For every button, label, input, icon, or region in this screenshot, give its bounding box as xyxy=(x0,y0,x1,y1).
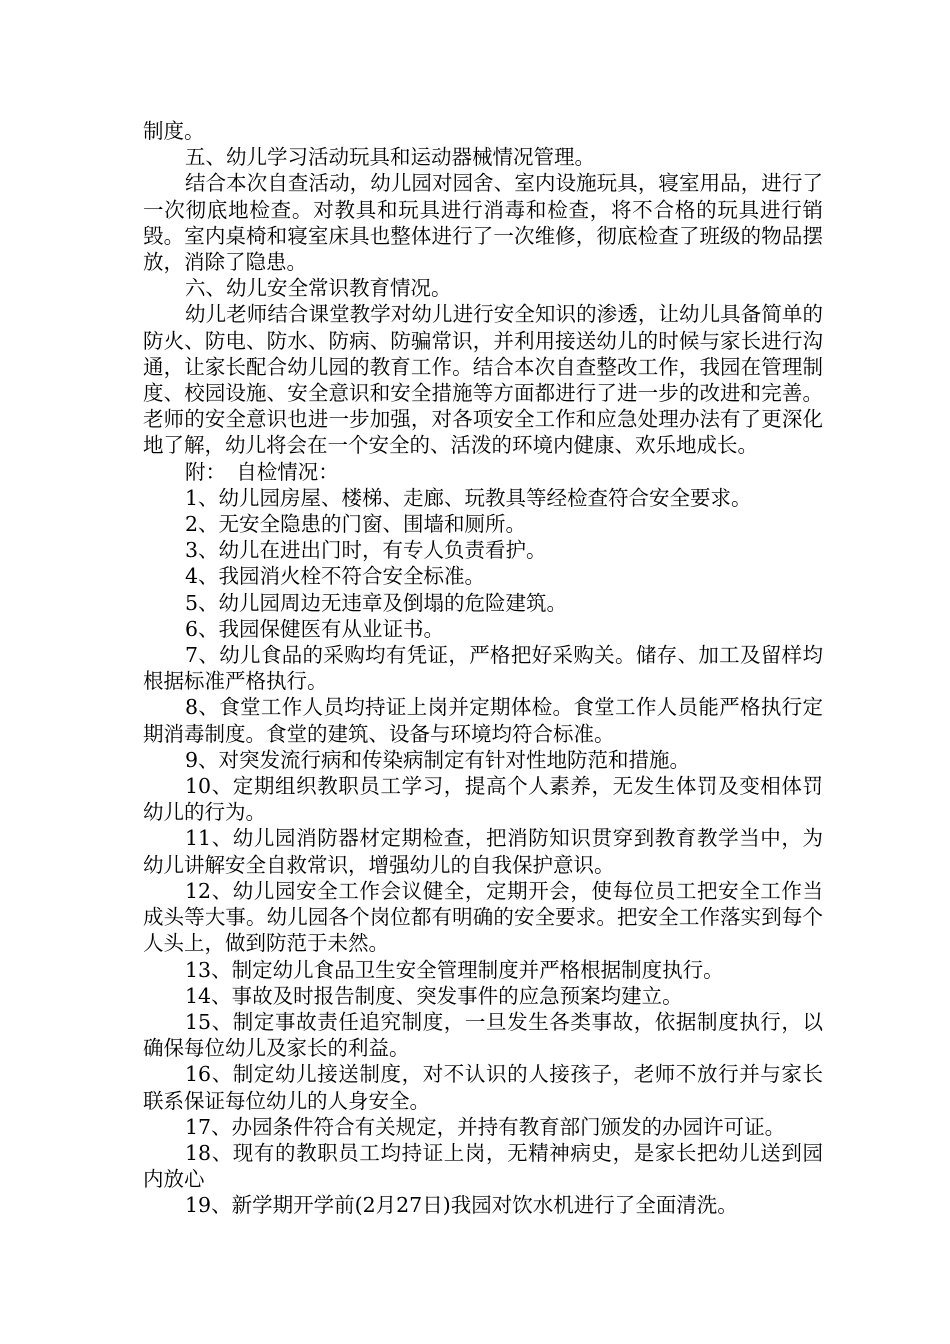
list-item: 17、办园条件符合有关规定，并持有教育部门颁发的办园许可证。 xyxy=(185,1114,786,1139)
list-item: 1、幼儿园房屋、楼梯、走廊、玩教具等经检查符合安全要求。 xyxy=(185,485,752,510)
list-item: 18、现有的教职员工均持证上岗，无精神病史，是家长把幼儿送到园内放心 xyxy=(143,1140,823,1192)
list-item: 6、我园保健医有从业证书。 xyxy=(185,616,445,641)
list-item: 11、幼儿园消防器材定期检查，把消防知识贯穿到教育教学当中，为幼儿讲解安全自救常识，增强幼儿的自我保护意识。 xyxy=(143,826,823,877)
paragraph: 幼儿老师结合课堂教学对幼儿进行安全知识的渗透，让幼儿具备简单的防火、防电、防水、防病、防骗常识，并利用接送幼儿的时候与家长进行沟通，让家长配合幼儿园的教育工作。结合本次自查整改工作，我园在管理制度、校园设施、安全意识和安全措施等方面都进行了进一步的改进和完善。老师的安全意识也进一步加强，对各项安全工作和应急处理办法有了更深化地了解，幼儿将会在一个安全的、活泼的环境内健康、欢乐地成长。 xyxy=(143,302,823,458)
paragraph: 结合本次自查活动，幼儿园对园舍、室内设施玩具，寝室用品，进行了一次彻底地检查。对教具和玩具进行消毒和检查，将不合格的玩具进行销毁。室内桌椅和寝室床具也整体进行了一次维修，彻底检查了班级的物品摆放，消除了隐患。 xyxy=(143,171,823,275)
list-item: 4、我园消火栓不符合安全标准。 xyxy=(185,564,486,589)
list-item: 9、对突发流行病和传染病制定有针对性地防范和措施。 xyxy=(185,747,691,772)
section-heading-6: 六、幼儿安全常识教育情况。 xyxy=(185,276,452,301)
list-item: 16、制定幼儿接送制度，对不认识的人接孩子，老师不放行并与家长联系保证每位幼儿的人身安全。 xyxy=(143,1062,823,1113)
list-item: 5、幼儿园周边无违章及倒塌的危险建筑。 xyxy=(185,590,568,615)
section-heading-5: 五、幼儿学习活动玩具和运动器械情况管理。 xyxy=(185,145,596,170)
list-item: 19、新学期开学前(2月27日)我园对饮水机进行了全面清洗。 xyxy=(185,1193,738,1218)
list-item: 2、无安全隐患的门窗、围墙和厕所。 xyxy=(185,512,527,537)
list-item: 10、定期组织教职员工学习，提高个人素养，无发生体罚及变相体罚幼儿的行为。 xyxy=(143,774,823,825)
list-item: 14、事故及时报告制度、突发事件的应急预案均建立。 xyxy=(185,983,683,1008)
list-item: 7、幼儿食品的采购均有凭证，严格把好采购关。储存、加工及留样均根据标准严格执行。 xyxy=(143,643,823,694)
list-item: 13、制定幼儿食品卫生安全管理制度并严格根据制度执行。 xyxy=(185,957,724,982)
list-item: 12、幼儿园安全工作会议健全，定期开会，使每位员工把安全工作当成头等大事。幼儿园各个岗位都有明确的安全要求。把安全工作落实到每个人头上，做到防范于未然。 xyxy=(143,878,823,956)
document-body xyxy=(143,118,823,1219)
list-item: 3、幼儿在进出门时，有专人负责看护。 xyxy=(185,538,547,563)
list-item: 8、食堂工作人员均持证上岗并定期体检。食堂工作人员能严格执行定期消毒制度。食堂的建筑、设备与环境均符合标准。 xyxy=(143,695,823,746)
appendix-heading: 附： 自检情况： xyxy=(185,459,339,484)
paragraph-continuation: 制度。 xyxy=(143,119,205,143)
list-item: 15、制定事故责任追究制度，一旦发生各类事故，依据制度执行，以确保每位幼儿及家长的利益。 xyxy=(143,1009,823,1061)
